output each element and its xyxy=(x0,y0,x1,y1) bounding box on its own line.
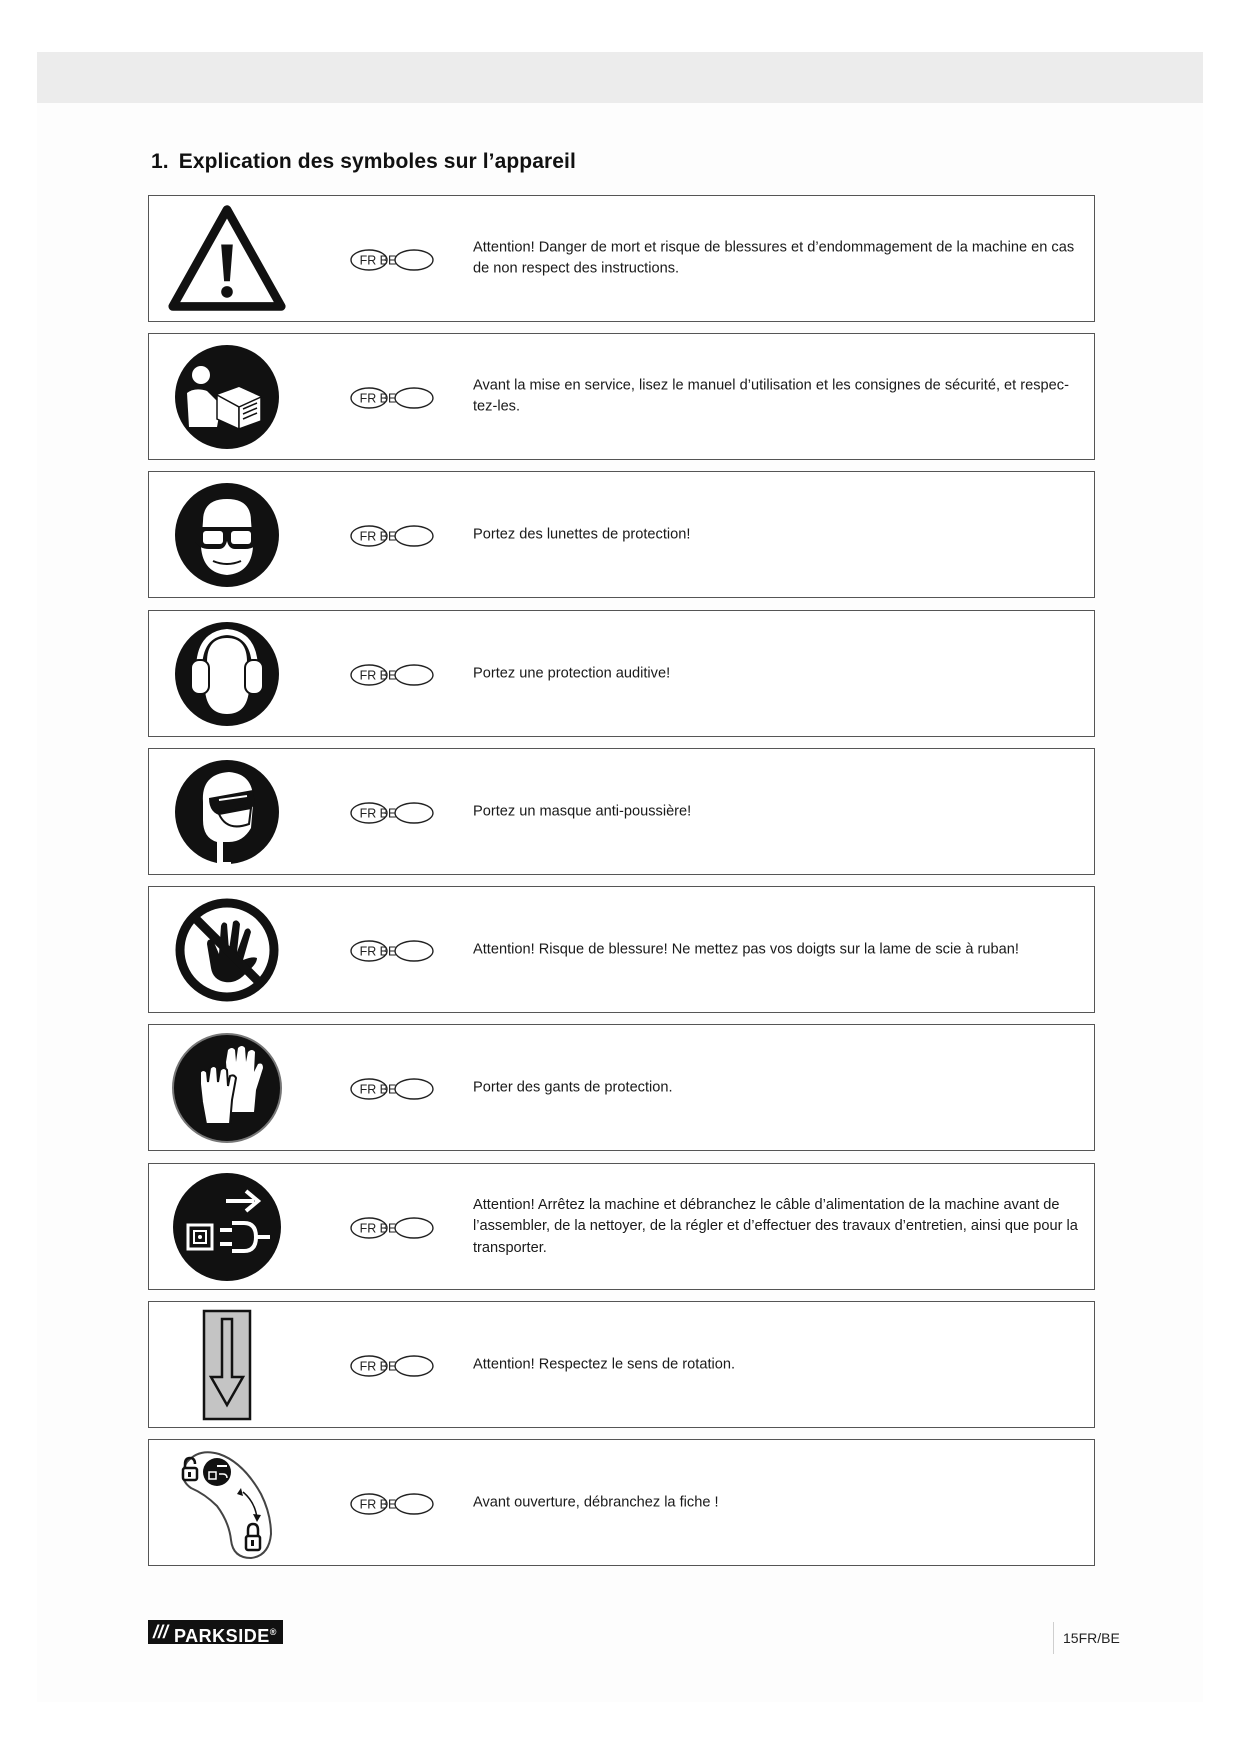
symbol-description: Attention! Arrêtez la machine et débranchez le câble d’alimentation de la machine avant de l’assembler, de la nettoyer, de la régler et d’effectuer des travaux d’entretien, ainsi que pour la transporter. xyxy=(473,1196,1078,1256)
lang-be: BE xyxy=(379,1497,397,1512)
lang-fr: FR xyxy=(359,806,377,821)
lang-fr: FR xyxy=(359,529,377,544)
symbol-row xyxy=(148,610,1095,737)
lang-fr: FR xyxy=(359,1497,377,1512)
symbol-row xyxy=(148,333,1095,460)
lang-be: BE xyxy=(379,1359,397,1374)
protective-gloves-icon xyxy=(167,1029,287,1146)
lang-be: BE xyxy=(379,253,397,268)
lang-fr: FR xyxy=(359,944,377,959)
lang-fr: FR xyxy=(359,1221,377,1236)
warning-triangle-icon xyxy=(167,200,287,317)
section-title: Explication des symboles sur l’appareil xyxy=(178,150,576,173)
symbol-description: Porter des gants de protection. xyxy=(473,1078,673,1095)
logo-brand-text: PARKSIDE xyxy=(174,1626,270,1646)
symbol-row xyxy=(148,1163,1095,1290)
no-hands-icon xyxy=(167,891,287,1008)
symbol-row xyxy=(148,1439,1095,1566)
lang-badge xyxy=(349,249,435,271)
lang-be: BE xyxy=(379,668,397,683)
lang-fr: FR xyxy=(359,253,377,268)
symbol-row xyxy=(148,1024,1095,1151)
symbol-row xyxy=(148,195,1095,322)
symbol-description: Avant la mise en service, lisez le manuel d’utilisation et les consignes de sécurité, et respec-tez-les. xyxy=(473,377,1069,415)
lang-fr: FR xyxy=(359,391,377,406)
section-number: 1. xyxy=(151,150,169,173)
lang-badge xyxy=(349,525,435,547)
symbol-description: Avant ouverture, débranchez la fiche ! xyxy=(473,1493,719,1510)
lang-badge xyxy=(349,664,435,686)
dust-mask-icon xyxy=(167,753,287,870)
symbol-row xyxy=(148,748,1095,875)
symbol-description: Attention! Respectez le sens de rotation. xyxy=(473,1355,736,1372)
symbol-row xyxy=(148,471,1095,598)
unplug-before-opening-icon xyxy=(167,1444,287,1561)
lang-be: BE xyxy=(379,529,397,544)
symbol-description: Attention! Danger de mort et risque de blessures et d’endommagement de la machine en cas de non respect des instructions. xyxy=(473,239,1075,277)
symbol-description: Portez une protection auditive! xyxy=(473,664,671,681)
lang-fr: FR xyxy=(359,1359,377,1374)
read-manual-icon xyxy=(167,338,287,455)
symbol-row xyxy=(148,886,1095,1013)
rotation-direction-icon xyxy=(167,1306,287,1423)
lang-be: BE xyxy=(379,1082,397,1097)
logo-mark: ® xyxy=(269,1627,277,1637)
symbol-description: Portez des lunettes de protection! xyxy=(473,525,691,542)
section-heading xyxy=(151,150,576,174)
symbol-description: Portez un masque anti-poussière! xyxy=(473,802,692,819)
symbol-description: Attention! Risque de blessure! Ne mettez pas vos doigts sur la lame de scie à ruban! xyxy=(473,940,1019,957)
logo-brand xyxy=(172,1620,283,1644)
parkside-logo xyxy=(148,1620,283,1644)
eye-protection-icon xyxy=(167,476,287,593)
lang-be: BE xyxy=(379,806,397,821)
lang-badge xyxy=(349,387,435,409)
lang-be: BE xyxy=(379,944,397,959)
symbol-row xyxy=(148,1301,1095,1428)
lang-badge xyxy=(349,940,435,962)
lang-badge xyxy=(349,802,435,824)
lang-badge xyxy=(349,1217,435,1239)
footer-divider xyxy=(1053,1622,1054,1654)
lang-be: BE xyxy=(379,1221,397,1236)
unplug-icon xyxy=(167,1168,287,1285)
lang-be: BE xyxy=(379,391,397,406)
ear-protection-icon xyxy=(167,615,287,732)
header-band xyxy=(37,52,1203,103)
lang-fr: FR xyxy=(359,1082,377,1097)
logo-slashes: /// xyxy=(148,1620,172,1644)
lang-badge xyxy=(349,1078,435,1100)
lang-badge xyxy=(349,1355,435,1377)
lang-fr: FR xyxy=(359,668,377,683)
page-number: 15FR/BE xyxy=(1063,1630,1120,1646)
lang-badge xyxy=(349,1493,435,1515)
